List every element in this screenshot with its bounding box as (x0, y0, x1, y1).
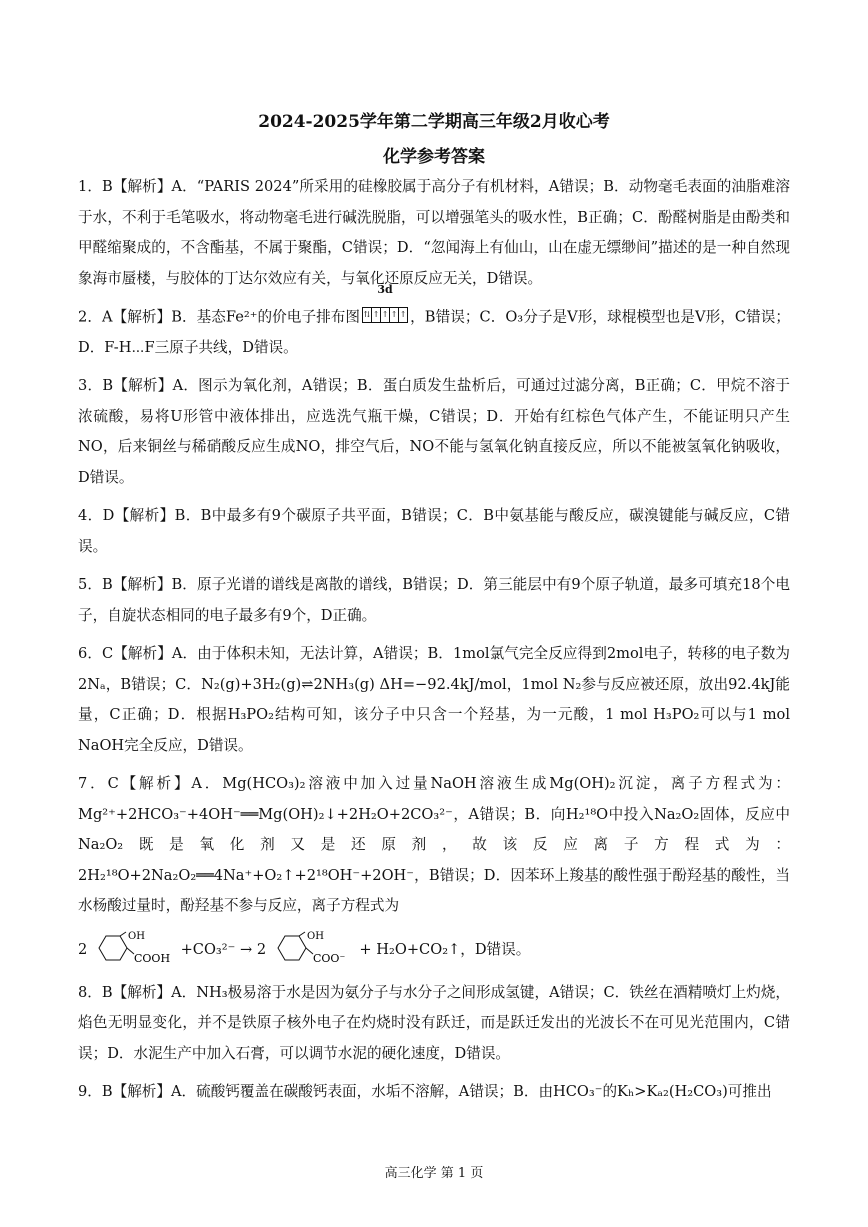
orbital-label: 3d (377, 283, 393, 296)
orbital-cell: ↑ (390, 308, 399, 322)
answer-1: 1．B【解析】A．“PARIS 2024”所采用的硅橡胶属于高分子有机材料，A错误；B．动物毫毛表面的油脂难溶于水，不利于毛笔吸水，将动物毫毛进行碱洗脱脂，可以增强笔头的吸水性，B正确；C．酚醛树脂是由酚类和甲醛缩聚成的，不含酯基，不属于聚酯，C错误；D．“忽闻海上有仙山，山在虚无缥缈间”描述的是一种自然现象海市蜃楼，与胶体的丁达尔效应有关，与氧化还原反应无关，D错误。 (78, 178, 790, 287)
orbital-cell: ↑ (399, 310, 407, 319)
answer-list (78, 172, 790, 1116)
answer-9: 9．B【解析】A．硫酸钙覆盖在碳酸钙表面，水垢不溶解，A错误；B．由HCO₃⁻的Kₕ>Kₐ₂(H₂CO₃)可推出 (78, 1083, 772, 1101)
eq-middle: +CO₃²⁻ → 2 (180, 940, 267, 958)
answer-4: 4．D【解析】B．B中最多有9个碳原子共平面，B错误；C．B中氨基能与酸反应，碳溴键能与碱反应，C错误。 (78, 507, 790, 555)
page-footer: 高三化学 第 1 页 (384, 1166, 484, 1181)
orbital-cell: ↑ (372, 308, 381, 322)
salicylate-structure (271, 930, 355, 970)
eq-coefficient: 2 (78, 940, 88, 958)
eq-group-oh-2: OH (306, 930, 324, 942)
orbital-cell: ↑ (381, 308, 390, 322)
orbital-diagram (362, 283, 408, 329)
eq-group-oh-1: OH (127, 930, 145, 942)
answer-2-post: ，B错误；C．O₃分子是V形，球棍模型也是V形，C错误；D．F-H⋯F三原子共线，D错误。 (78, 308, 790, 356)
answer-7: 7．C【解析】A．Mg(HCO₃)₂溶液中加入过量NaOH溶液生成Mg(OH)₂沉淀，离子方程式为：Mg²⁺+2HCO₃⁻+4OH⁻══Mg(OH)₂↓+2H₂O+2CO₃²⁻，A错误；B．向H₂¹⁸O中投入Na₂O₂固体，反应中Na₂O₂既是氧化剂又是还原剂，故该反应离子方程式为：2H₂¹⁸O+2Na₂O₂══4Na⁺+O₂↑+2¹⁸OH⁻+2OH⁻，B错误；D．因苯环上羧基的酸性强于酚羟基的酸性，当水杨酸过量时，酚羟基不参与反应，离子方程式为 (78, 775, 790, 915)
eq-group-cooh: COOH (133, 951, 170, 965)
eq-group-coo: COO⁻ (312, 951, 346, 965)
answer-2-pre: 2．A【解析】B．基态Fe²⁺的价电子排布图 (78, 308, 361, 326)
answer-5: 5．B【解析】B．原子光谱的谱线是离散的谱线，B错误；D．第三能层中有9个原子轨道，最多可填充18个电子，自旋状态相同的电子最多有9个，D正确。 (78, 576, 790, 624)
page-subtitle: 化学参考答案 (383, 147, 485, 167)
answer-6: 6．C【解析】A．由于体积未知，无法计算，A错误；B．1mol氯气完全反应得到2mol电子，转移的电子数为2Nₐ，B错误；C．N₂(g)+3H₂(g)⇌2NH₃(g) ΔH=−92.4kJ/mol，1mol N₂参与反应被还原，放出92.4kJ能量，C正确；D．根据H₃PO₂结构可知，该分子中只含一个羟基，为一元酸，1 mol H₃PO₂可以与1 mol NaOH完全反应，D错误。 (78, 645, 790, 754)
eq-post: + H₂O+CO₂↑，D错误。 (359, 940, 531, 958)
salicylic-equation (78, 930, 790, 970)
answer-8: 8．B【解析】A．NH₃极易溶于水是因为氨分子与水分子之间形成氢键，A错误；C．铁丝在酒精喷灯上灼烧，焰色无明显变化，并不是铁原子核外电子在灼烧时没有跃迁，而是跃迁发出的光波长不在可见光范围内，C错误；D．水泥生产中加入石膏，可以调节水泥的硬化速度，D错误。 (78, 983, 790, 1062)
page-title: 2024-2025学年第二学期高三年级2月收心考 (258, 112, 610, 132)
answer-2 (78, 283, 790, 363)
answer-3: 3．B【解析】A．图示为氧化剂，A错误；B．蛋白质发生盐析后，可通过过滤分离，B正确；C．甲烷不溶于浓硫酸，易将U形管中液体排出，应选洗气瓶干燥，C错误；D．开始有红棕色气体产生，不能证明只产生NO，后来铜丝与稀硝酸反应生成NO，排空气后，NO不能与氢氧化钠直接反应，所以不能被氢氧化钠吸收，D错误。 (78, 377, 790, 486)
orbital-boxes (362, 307, 408, 323)
salicylic-acid-structure (92, 930, 176, 970)
orbital-cell: ⇅ (363, 308, 372, 322)
